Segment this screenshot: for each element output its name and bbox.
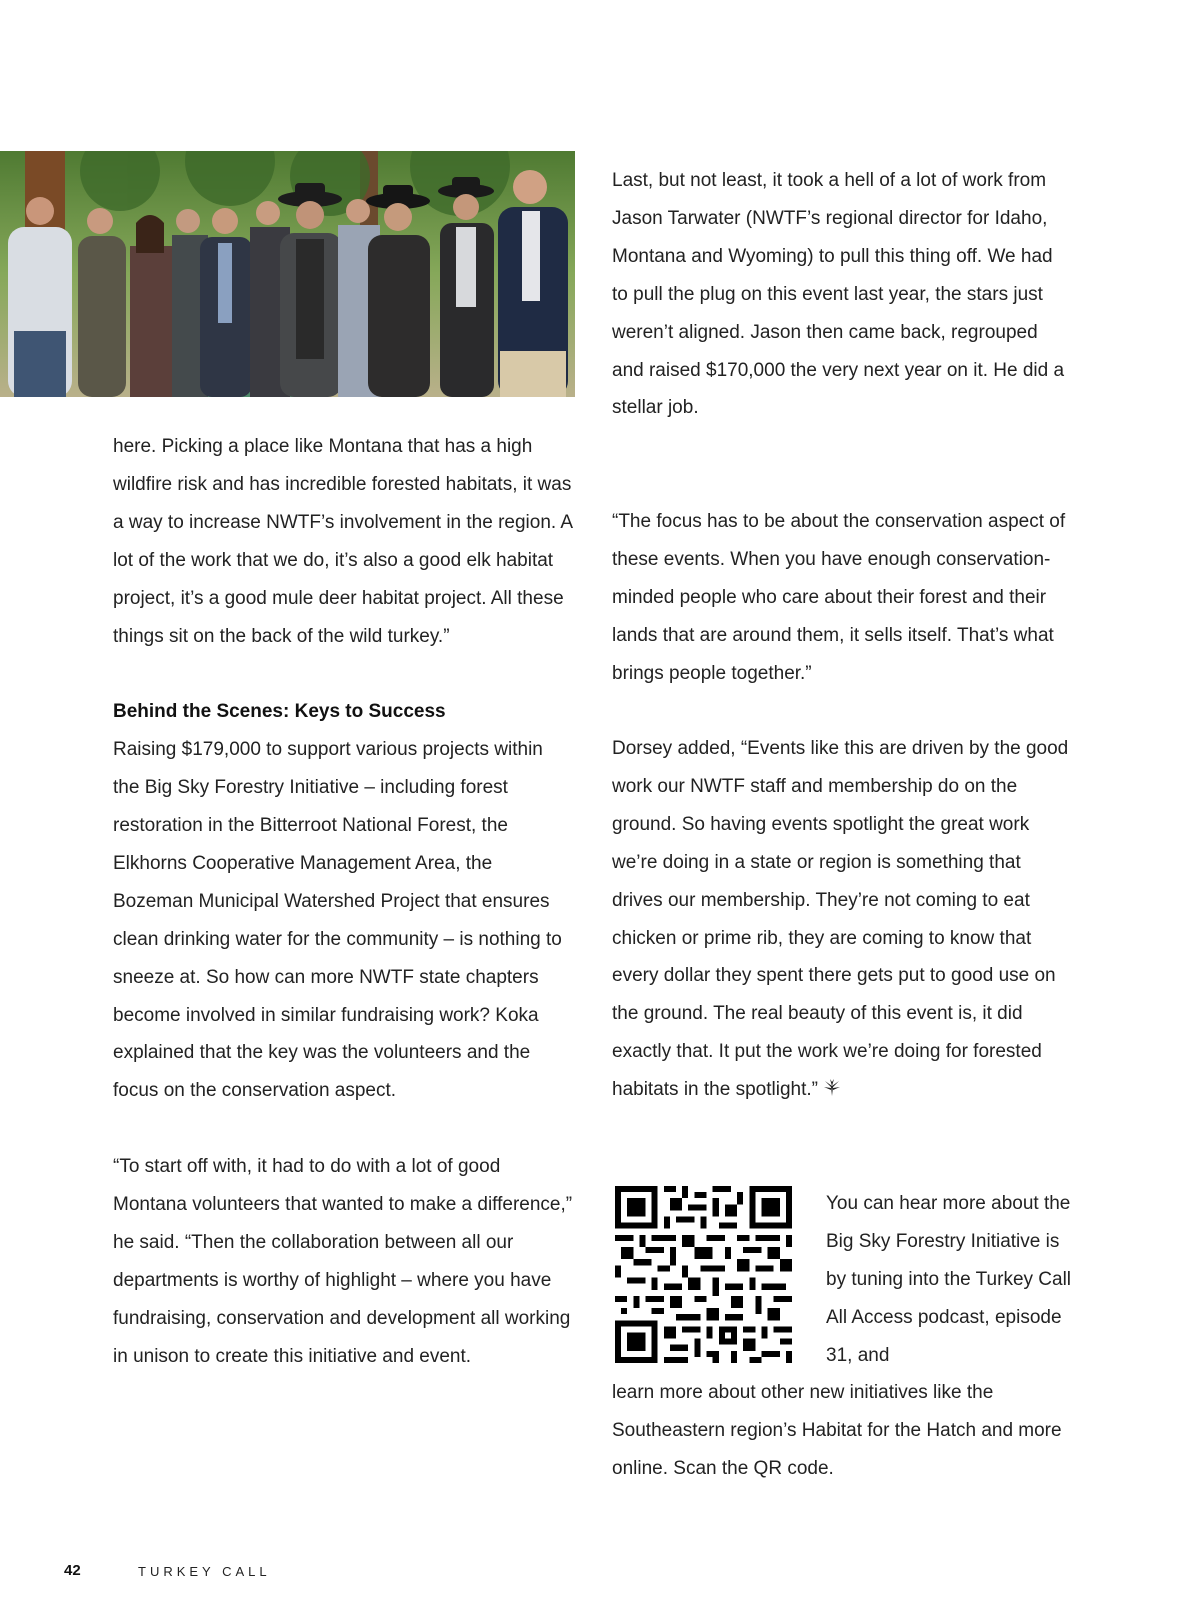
right-column-middle <box>612 503 1072 693</box>
page-number: 42 <box>64 1562 81 1579</box>
left-paragraph-2: Raising $179,000 to support various projects within the Big Sky Forestry Initiative – including forest restoration in the Bitterroot National Forest, the Elkhorns Cooperative Management Area, the Bozeman Municipal Watershed Project that ensures clean drinking water for the community – is nothing to sneeze at. So how can more NWTF state chapters become involved in similar fundraising work? Koka explained that the key was the volunteers and the focus on the conservation aspect. <box>113 739 562 1102</box>
qr-tail-text <box>612 1374 1072 1488</box>
magazine-name: TURKEY CALL <box>138 1564 271 1579</box>
section-heading: Behind the Scenes: Keys to Success <box>113 701 446 723</box>
right-paragraph-2: “The focus has to be about the conservation aspect of these events. When you have enough conservation-minded people who care about their forest and their lands that are around them, it sells itself. That’s what brings people together.” <box>612 511 1066 684</box>
qr-tail-paragraph: learn more about other new initiatives like the Southeastern region’s Habitat for the Hatch and more online. Scan the QR code. <box>612 1382 1062 1479</box>
group-photo <box>0 151 575 397</box>
left-intro-paragraph: here. Picking a place like Montana that has a high wildfire risk and has incredible forested habitats, it was a way to increase NWTF’s involvement in the region. A lot of the work that we do, it’s also a good elk habitat project, it’s a good mule deer habitat project. All these things sit on the back of the wild turkey.” <box>113 436 573 647</box>
group-photo-illustration <box>0 151 575 397</box>
turkey-feather-icon <box>822 1078 842 1098</box>
qr-code-icon[interactable] <box>615 1186 792 1363</box>
left-paragraph-3: “To start off with, it had to do with a lot of good Montana volunteers that wanted to make a difference,” he said. “Then the collaboration between all our departments is worthy of highlight – where you have fundraising, conservation and development all working in unison to create this initiative and event. <box>113 1156 573 1367</box>
right-paragraph-3 <box>612 730 1072 1109</box>
right-column-dorsey <box>612 730 1072 1109</box>
qr-side-paragraph: You can hear more about the Big Sky Forestry Initiative is by tuning into the Turkey Call All Access podcast, episode 31, and <box>826 1193 1072 1366</box>
right-column-top <box>612 162 1072 427</box>
qr-side-text <box>826 1185 1076 1375</box>
right-paragraph-1: Last, but not least, it took a hell of a lot of work from Jason Tarwater (NWTF’s regional director for Idaho, Montana and Wyoming) to pull this thing off. We had to pull the plug on this event last year, the stars just weren’t aligned. Jason then came back, regrouped and raised $170,000 the very next year on it. He did a stellar job. <box>612 170 1065 419</box>
dorsey-quote-text: Dorsey added, “Events like this are driven by the good work our NWTF staff and membership do on the ground. So having events spotlight the great work we’re doing in a state or region is something that drives our membership. They’re not coming to eat chicken or prime rib, they are coming to know that every dollar they spent there gets put to good use on the ground. The real beauty of this event is, it did exactly that. It put the work we’re doing for forested habitats in the spotlight.” <box>612 738 1069 1101</box>
left-column <box>113 428 573 1376</box>
